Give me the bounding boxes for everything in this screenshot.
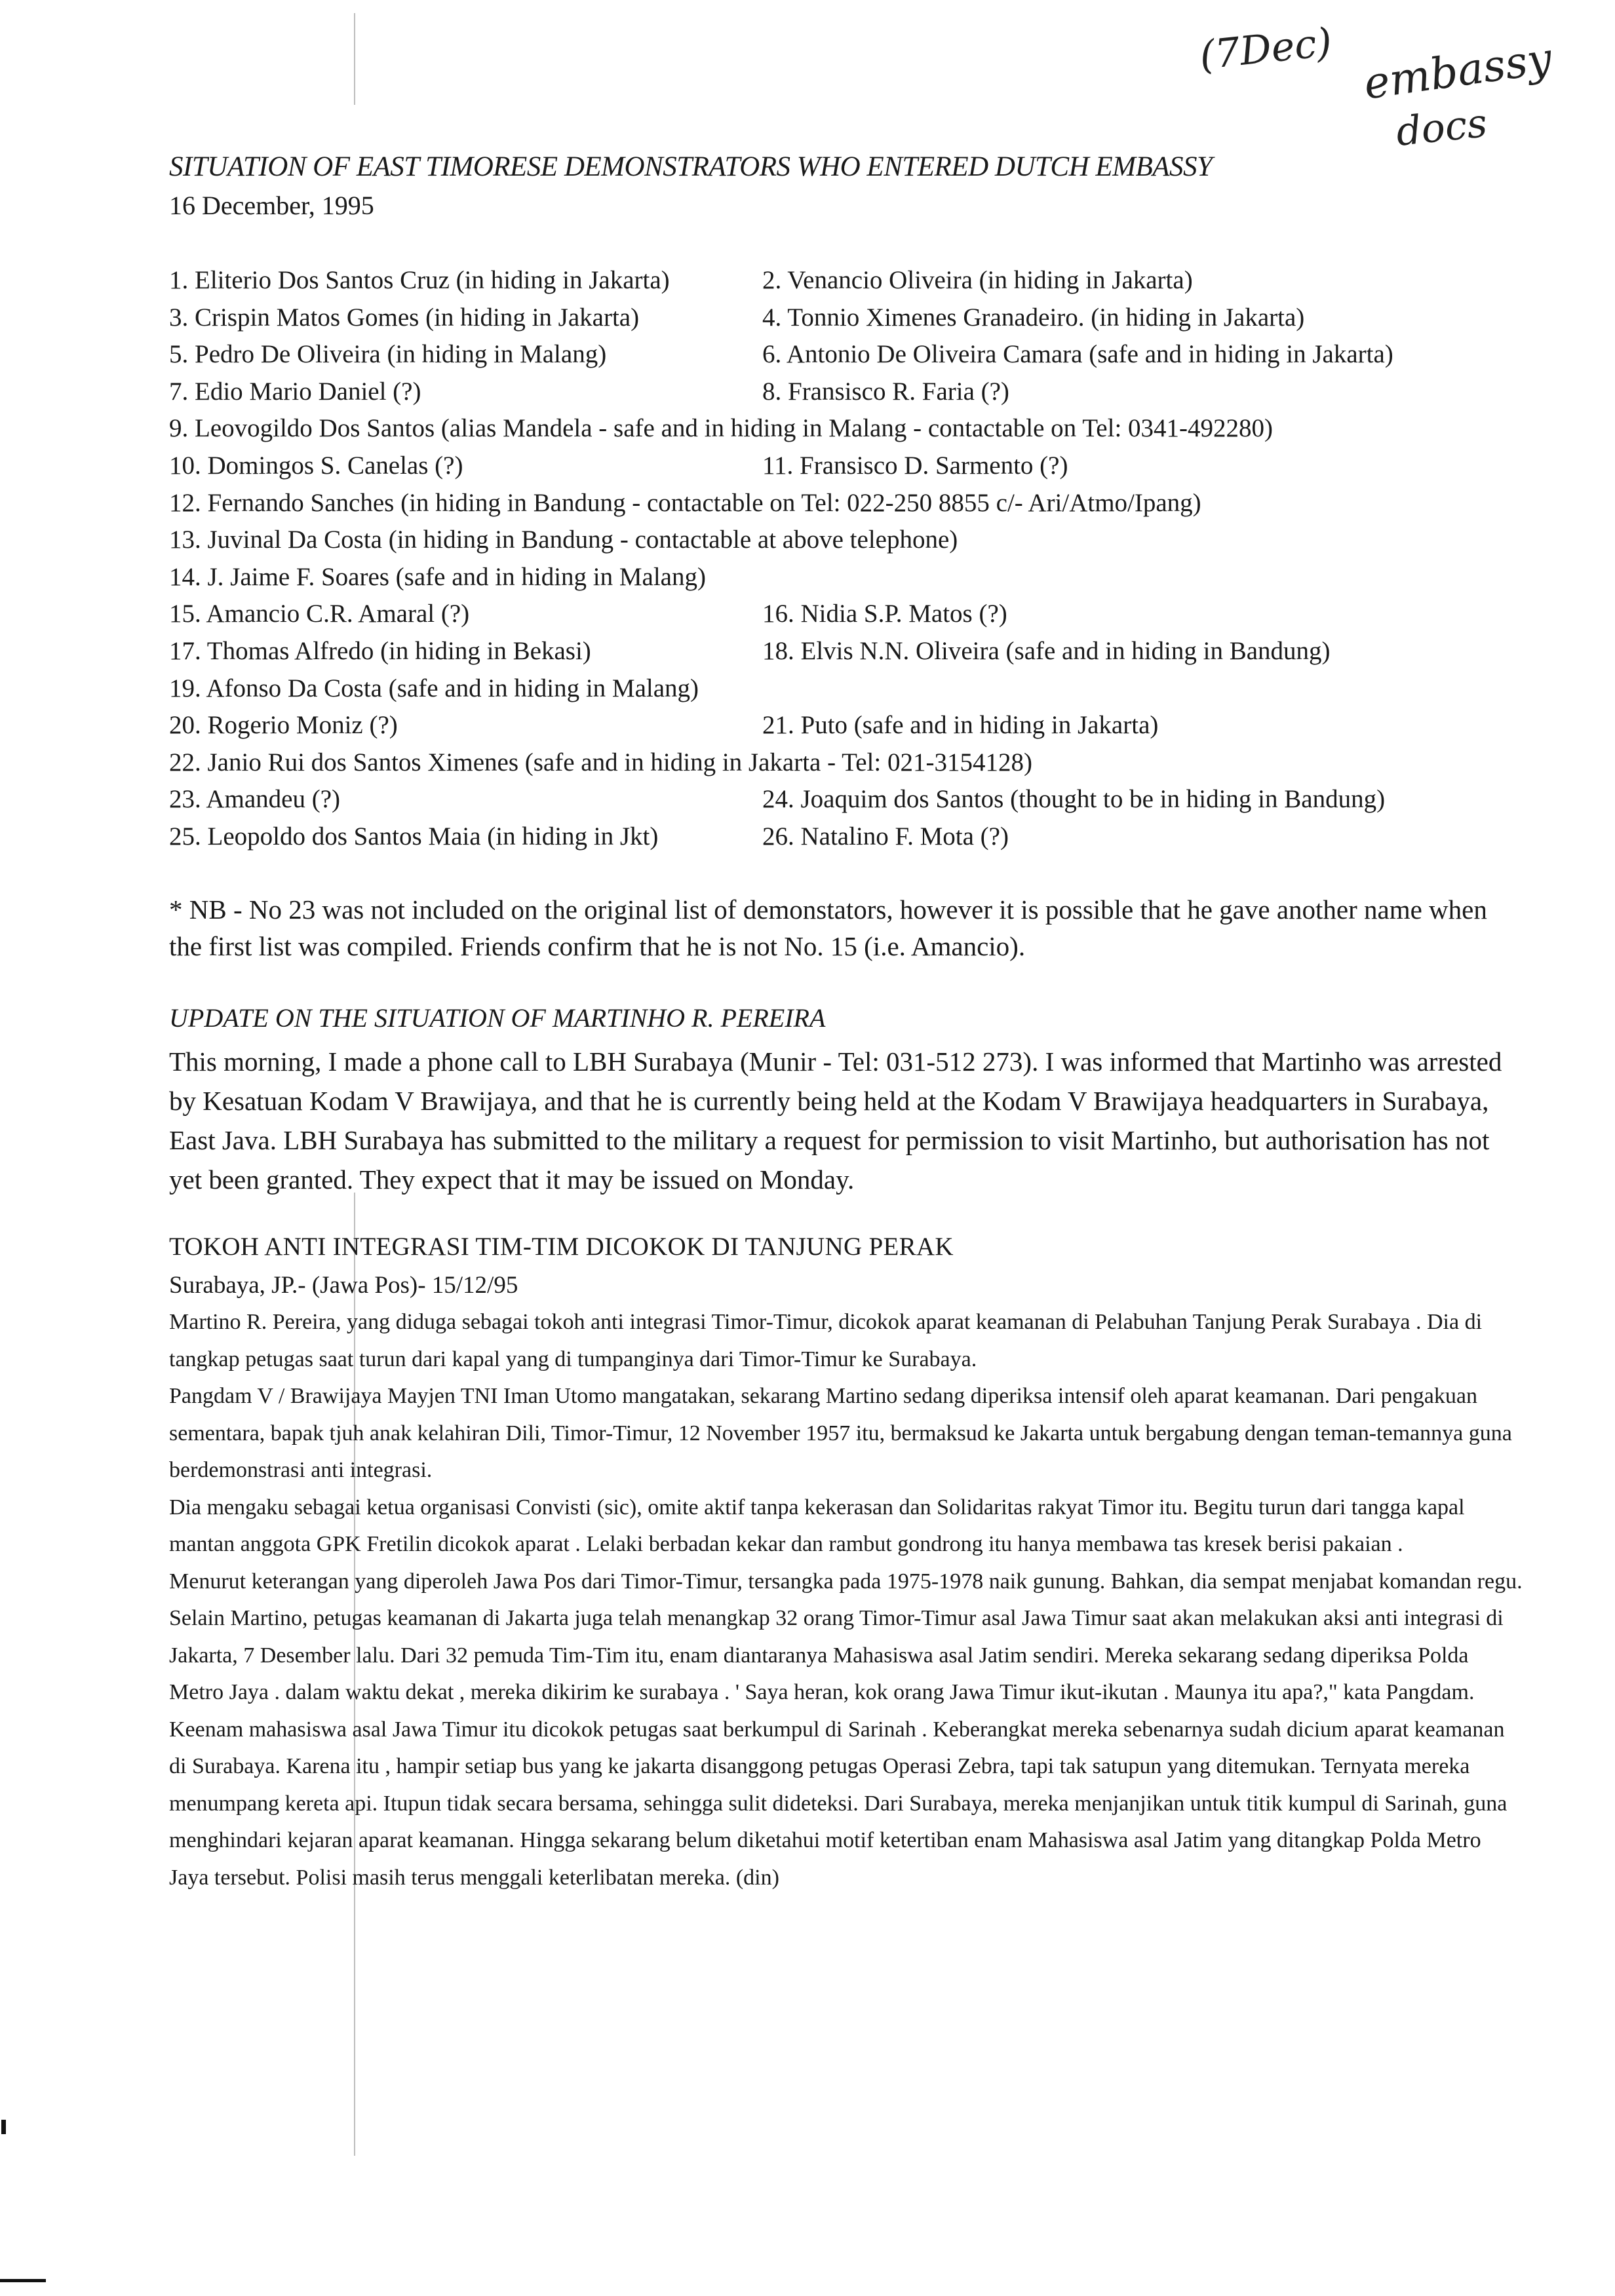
list-item bbox=[169, 744, 1526, 782]
list-item bbox=[169, 336, 1526, 373]
list-item-entry: 20. Rogerio Moniz (?) bbox=[169, 711, 398, 740]
list-item bbox=[169, 485, 1526, 522]
list-item bbox=[169, 448, 1526, 485]
article-paragraph: Dia mengaku sebagai ketua organisasi Convisti (sic), omite aktif tanpa kekerasan dan Solidaritas rakyat Timor itu. Begitu turun dari tangga kapal mantan anggota GPK Fretilin dicokok aparat . Lelaki berbadan kekar dan rambut gondrong itu hanya membawa tas kresek berisi pakaian . bbox=[169, 1495, 1465, 1556]
list-item-entry: 6. Antonio De Oliveira Camara (safe and in hiding in Jakarta) bbox=[762, 340, 1393, 369]
list-item-entry: 10. Domingos S. Canelas (?) bbox=[169, 451, 463, 480]
list-item bbox=[169, 818, 1526, 856]
document-date: 16 December, 1995 bbox=[169, 191, 374, 220]
nb-note: * NB - No 23 was not included on the original list of demonstators, however it is possible that he gave another name when the first list was compiled. Friends confirm that he is not No. 15 (i.e. Amancio). bbox=[169, 894, 1487, 961]
list-item-entry: 14. J. Jaime F. Soares (safe and in hiding in Malang) bbox=[169, 562, 706, 591]
list-item-entry: 12. Fernando Sanches (in hiding in Bandung - contactable on Tel: 022-250 8855 c/- Ari/Atmo/Ipang) bbox=[169, 488, 1201, 517]
list-item bbox=[169, 559, 1526, 596]
handwritten-date-note: (7Dec) bbox=[1197, 19, 1334, 79]
update-heading: UPDATE ON THE SITUATION OF MARTINHO R. PEREIRA bbox=[169, 1003, 826, 1033]
list-item bbox=[169, 596, 1526, 633]
document-title: SITUATION OF EAST TIMORESE DEMONSTRATORS WHO ENTERED DUTCH EMBASSY bbox=[169, 151, 1213, 182]
demonstrator-list bbox=[169, 262, 1526, 856]
list-item-entry: 19. Afonso Da Costa (safe and in hiding in Malang) bbox=[169, 674, 699, 702]
list-item-entry: 4. Tonnio Ximenes Granadeiro. (in hiding in Jakarta) bbox=[762, 303, 1305, 332]
edge-mark-bottom bbox=[0, 2279, 46, 2282]
article-title: TOKOH ANTI INTEGRASI TIM-TIM DICOKOK DI TANJUNG PERAK bbox=[169, 1233, 954, 1261]
list-item-entry: 3. Crispin Matos Gomes (in hiding in Jakarta) bbox=[169, 303, 640, 332]
list-item bbox=[169, 410, 1526, 448]
list-item-entry: 26. Natalino F. Mota (?) bbox=[762, 822, 1009, 851]
list-item bbox=[169, 633, 1526, 670]
list-item bbox=[169, 373, 1526, 411]
article-body bbox=[169, 1304, 1526, 1896]
list-item bbox=[169, 670, 1526, 708]
list-item-entry: 16. Nidia S.P. Matos (?) bbox=[762, 600, 1007, 628]
list-item-entry: 2. Venancio Oliveira (in hiding in Jakarta) bbox=[762, 266, 1193, 294]
list-item bbox=[169, 781, 1526, 818]
list-item-entry: 13. Juvinal Da Costa (in hiding in Bandung - contactable at above telephone) bbox=[169, 526, 958, 554]
list-item-entry: 11. Fransisco D. Sarmento (?) bbox=[762, 451, 1068, 480]
edge-mark-left bbox=[1, 2120, 6, 2134]
list-item-entry: 5. Pedro De Oliveira (in hiding in Malang) bbox=[169, 340, 607, 369]
handwritten-embassy-note: embassy bbox=[1361, 33, 1555, 109]
article-paragraph: Martino R. Pereira, yang diduga sebagai tokoh anti integrasi Timor-Timur, dicokok aparat keamanan di Pelabuhan Tanjung Perak Surabaya . Dia di tangkap petugas saat turun dari kapal yang di tumpanginya dari Timor-Timur ke Surabaya. bbox=[169, 1310, 1483, 1371]
list-item bbox=[169, 522, 1526, 559]
list-item-entry: 25. Leopoldo dos Santos Maia (in hiding in Jkt) bbox=[169, 822, 659, 851]
list-item bbox=[169, 262, 1526, 299]
list-item-entry: 18. Elvis N.N. Oliveira (safe and in hiding in Bandung) bbox=[762, 636, 1331, 665]
handwritten-docs-note: docs bbox=[1393, 100, 1490, 156]
fold-line-top bbox=[354, 13, 355, 105]
list-item-entry: 24. Joaquim dos Santos (thought to be in hiding in Bandung) bbox=[762, 785, 1386, 814]
list-item-entry: 17. Thomas Alfredo (in hiding in Bekasi) bbox=[169, 636, 591, 665]
list-item bbox=[169, 299, 1526, 337]
article-paragraph: Menurut keterangan yang diperoleh Jawa Pos dari Timor-Timur, tersangka pada 1975-1978 naik gunung. Bahkan, dia sempat menjabat komandan regu. Selain Martino, petugas keamanan di Jakarta juga telah menangkap 32 orang Timor-Timur asal Jawa Timur saat akan melakukan aksi anti integrasi di Jakarta, 7 Desember lalu. Dari 32 pemuda Tim-Tim itu, enam diantaranya Mahasiswa asal Jatim sendiri. Mereka sekarang sedang diperiksa Polda Metro Jaya . dalam waktu dekat , mereka dikirim ke surabaya . ' Saya heran, kok orang Jawa Timur ikut-ikutan . Maunya itu apa?," kata Pangdam. Keenam mahasiswa asal Jawa Timur itu dicokok petugas saat berkumpul di Sarinah . Keberangkat mereka sebenarnya sudah dicium aparat keamanan di Surabaya. Karena itu , hampir setiap bus yang ke jakarta disanggong petugas Operasi Zebra, tapi tak satupun yang ditemukan. Ternyata mereka menumpang kereta api. Itupun tidak secara bersama, sehingga sulit dideteksi. Dari Surabaya, mereka menjanjikan untuk titik kumpul di Sarinah, guna menghindari kejaran aparat keamanan. Hingga sekarang belum diketahui motif ketertiban enam Mahasiswa asal Jatim yang ditangkap Polda Metro Jaya tersebut. Polisi masih terus menggali keterlibatan mereka. (din) bbox=[169, 1569, 1523, 1890]
list-item bbox=[169, 707, 1526, 744]
list-item-entry: 8. Fransisco R. Faria (?) bbox=[762, 377, 1009, 406]
list-item-entry: 9. Leovogildo Dos Santos (alias Mandela - safe and in hiding in Malang - contactable on Tel: 0341-492280) bbox=[169, 414, 1274, 443]
article-paragraph: Pangdam V / Brawijaya Mayjen TNI Iman Utomo mangatakan, sekarang Martino sedang diperiksa intensif oleh aparat keamanan. Dari pengakuan sementara, bapak tjuh anak kelahiran Dili, Timor-Timur, 12 November 1957 itu, bermaksud ke Jakarta untuk bergabung dengan teman-temannya guna berdemonstrasi anti integrasi. bbox=[169, 1384, 1512, 1482]
list-item-entry: 23. Amandeu (?) bbox=[169, 785, 341, 814]
article-source: Surabaya, JP.- (Jawa Pos)- 15/12/95 bbox=[169, 1272, 518, 1299]
update-body: This morning, I made a phone call to LBH Surabaya (Munir - Tel: 031-512 273). I was informed that Martinho was arrested by Kesatuan Kodam V Brawijaya, and that he is currently being held at the Kodam V Brawijaya headquarters in Surabaya, East Java. LBH Surabaya has submitted to the military a request for permission to visit Martinho, but authorisation has not yet been granted. They expect that it may be issued on Monday. bbox=[169, 1046, 1502, 1195]
list-item-entry: 1. Eliterio Dos Santos Cruz (in hiding in Jakarta) bbox=[169, 266, 670, 294]
list-item-entry: 7. Edio Mario Daniel (?) bbox=[169, 377, 421, 406]
list-item-entry: 15. Amancio C.R. Amaral (?) bbox=[169, 600, 470, 628]
list-item-entry: 22. Janio Rui dos Santos Ximenes (safe and in hiding in Jakarta - Tel: 021-3154128) bbox=[169, 748, 1032, 776]
list-item-entry: 21. Puto (safe and in hiding in Jakarta) bbox=[762, 711, 1159, 740]
